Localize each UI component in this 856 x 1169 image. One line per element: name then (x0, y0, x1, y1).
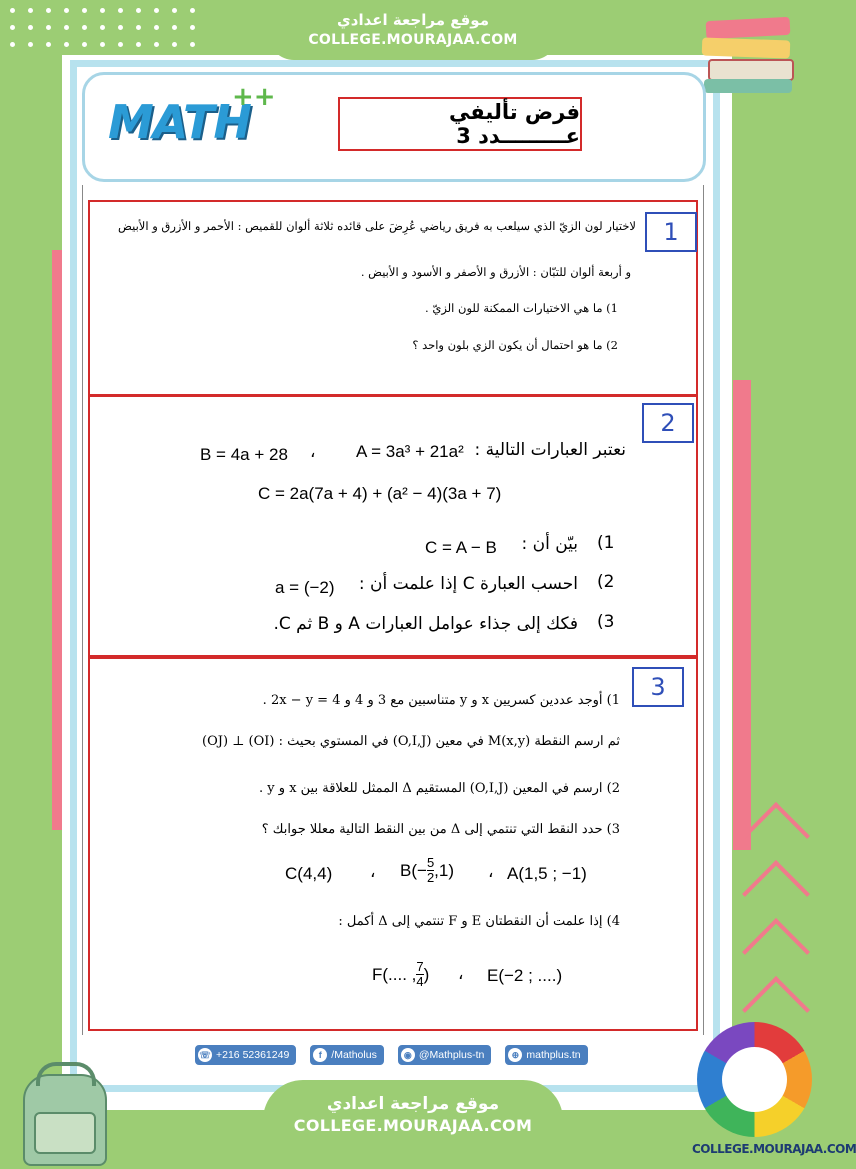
exercise-1-text-line1: لاختيار لون الزيّ الذي سيلعب به فريق رياضي عُرِضَ على قائده ثلاثة ألوان للقميص : الأحمر و الأزرق و الأبيض (118, 219, 636, 233)
expression-a: A = 3a³ + 21a² (356, 442, 464, 461)
exercise-2-q3-text: فكك إلى جذاء عوامل العبارات A و B ثم C. (273, 614, 578, 634)
point-b-prefix: B(− (400, 860, 427, 880)
points-separator-1: ، (370, 862, 376, 882)
exercise-number-1: 1 (645, 212, 697, 252)
points-separator-2: ، (488, 862, 494, 882)
site-url: COLLEGE.MOURAJAA.COM (308, 32, 518, 48)
exercise-1-question-1: 1) ما هي الاختيارات الممكنة للون الزيّ . (425, 301, 618, 315)
site-banner-bottom[interactable] (263, 1080, 563, 1160)
point-f-prefix: F(.... , (372, 964, 417, 984)
facebook-icon: f (313, 1048, 327, 1062)
site-banner-top[interactable] (268, 8, 558, 60)
exam-title: فرض تأليفي عـــــــــدد 3 (338, 97, 582, 151)
point-f (372, 960, 429, 989)
logo-plus-mark: ++ (232, 82, 276, 112)
point-f-fraction (416, 960, 423, 989)
point-c: C(4,4) (285, 864, 333, 883)
web-icon: ⊕ (508, 1048, 522, 1062)
site-name-arabic: موقع مراجعة اعدادي (326, 1094, 500, 1114)
instagram-label: @Mathplus-tn (418, 1049, 485, 1061)
exercise-3-question-4: 4) إذا علمت أن النقطتان E و F تنتمي إلى Δ أكمل : (338, 914, 620, 929)
whatsapp-icon: ☏ (198, 1048, 212, 1062)
exercise-number-3: 3 (632, 667, 684, 707)
exercise-1-text-line2: و أربعة ألوان للتبّان : الأزرق و الأصفر و الأسود و الأبيض . (360, 265, 631, 279)
math-logo: MATH (108, 95, 251, 149)
social-links-bar (195, 1045, 588, 1065)
site-url: COLLEGE.MOURAJAA.COM (293, 1116, 533, 1135)
point-b (400, 856, 454, 885)
whatsapp-link[interactable] (195, 1045, 296, 1065)
exercise-number-2: 2 (642, 403, 694, 443)
site-name-arabic: موقع مراجعة اعدادي (337, 11, 489, 29)
point-b-denominator: 2 (426, 870, 435, 885)
points-separator-3: ، (458, 964, 464, 984)
point-a: A(1,5 ; −1) (507, 864, 587, 883)
point-f-denominator: 4 (416, 974, 424, 989)
exercise-2-q1-math: C = A − B (425, 538, 497, 557)
expression-separator: ، (310, 442, 316, 462)
point-b-numerator: 5 (426, 855, 435, 870)
point-f-suffix: ) (423, 964, 430, 984)
exercise-2-q2-text: احسب العبارة C إذا علمت أن : (358, 574, 578, 594)
point-b-fraction (427, 856, 434, 885)
exercise-3-question-1a: 1) أوجد عددين كسريين x و y متناسبين مع 3 و 4 و 2x − y = 4 . (262, 693, 620, 708)
exercise-2-q1-number: 1) (597, 533, 615, 553)
instagram-link[interactable] (398, 1045, 492, 1065)
facebook-link[interactable] (310, 1045, 384, 1065)
point-f-numerator: 7 (416, 959, 424, 974)
expression-b: B = 4a + 28 (200, 445, 288, 464)
website-label: mathplus.tn (526, 1049, 581, 1061)
books-illustration (700, 15, 800, 95)
exercise-3-question-3: 3) حدد النقط التي تنتمي إلى Δ من بين النقط التالية معللا جوابك ؟ (261, 822, 620, 837)
college-logo-label: COLLEGE.MOURAJAA.COM (692, 1142, 856, 1156)
college-logo-center (722, 1047, 787, 1112)
exercise-2-intro: نعتبر العبارات التالية : (474, 440, 626, 460)
exercise-3-question-2: 2) ارسم في المعين (O,I,J) المستقيم Δ الممثل للعلاقة بين x و y . (259, 781, 620, 796)
exercise-3-question-1b: ثم ارسم النقطة M(x,y) في معين (O,I,J) في المستوي بحيث : (OI) ⊥ (OJ) (202, 734, 620, 749)
exercise-2-q1-text: بيّن أن : (521, 534, 578, 554)
expression-c: C = 2a(7a + 4) + (a² − 4)(3a + 7) (258, 484, 502, 503)
website-link[interactable] (505, 1045, 587, 1065)
whatsapp-label: +216 52361249 (216, 1049, 290, 1061)
instagram-icon: ◉ (401, 1048, 415, 1062)
exercise-2-q3-number: 3) (597, 612, 615, 632)
exercise-2-q2-number: 2) (597, 572, 615, 592)
point-b-suffix: ,1) (434, 860, 455, 880)
dot-pattern-decoration (10, 8, 195, 47)
exercise-1-question-2: 2) ما هو احتمال أن يكون الزي بلون واحد ؟ (412, 338, 618, 352)
decorative-strip-right (733, 380, 751, 850)
backpack-illustration (8, 1060, 118, 1165)
exercise-2-q2-math: a = (−2) (275, 578, 335, 597)
point-e: E(−2 ; ....) (487, 966, 563, 985)
facebook-label: /Matholus (331, 1049, 377, 1061)
